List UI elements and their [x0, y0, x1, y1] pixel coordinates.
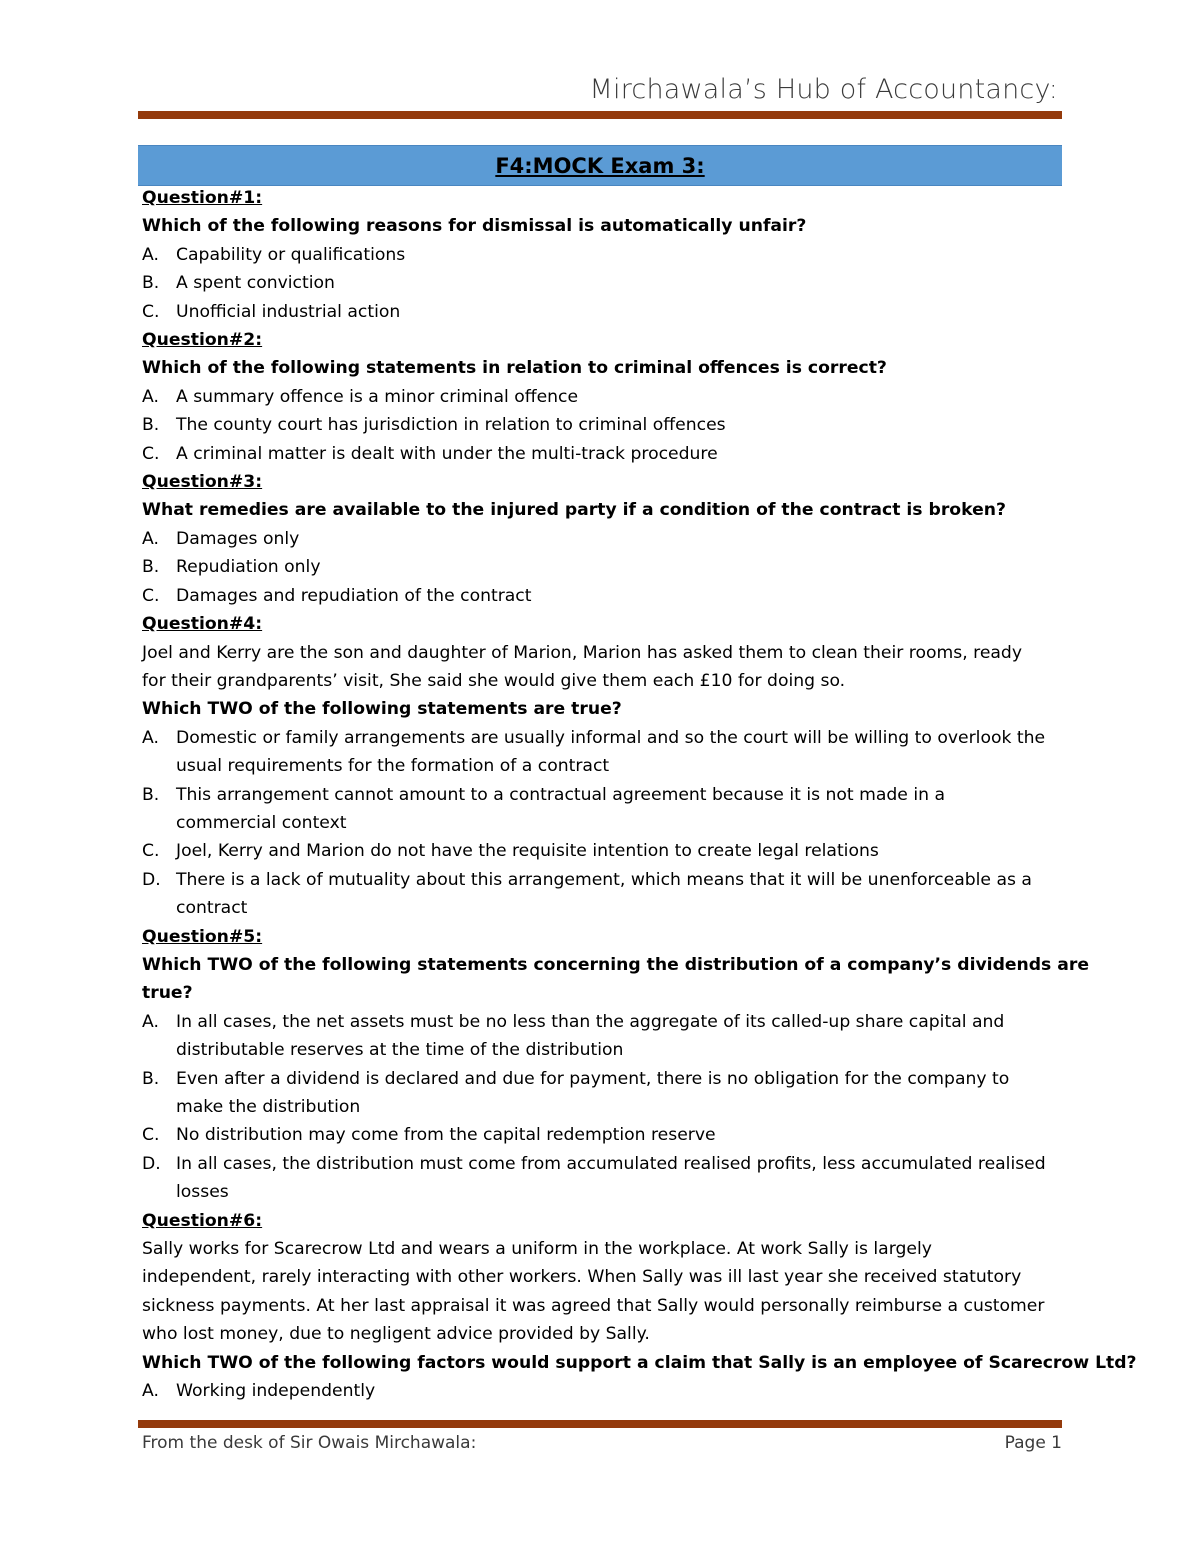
question-stem: Which of the following statements in relation to criminal offences is correct? [142, 358, 887, 379]
page-footer [142, 1433, 1062, 1453]
answer-option [142, 582, 1062, 610]
option-text-line: In all cases, the distribution must come from accumulated realised profits, less accumulated realised [176, 1153, 1046, 1174]
answer-option [142, 525, 1062, 553]
option-text [176, 582, 1062, 610]
option-text-line: Even after a dividend is declared and due for payment, there is no obligation for the company to [176, 1068, 1010, 1089]
option-text [176, 1121, 1062, 1149]
answer-option [142, 553, 1062, 581]
question-stem: Which TWO of the following statements concerning the distribution of a company’s dividends are [142, 954, 1090, 975]
option-text-line: Working independently [176, 1381, 376, 1402]
question-label: Question#2: [142, 330, 263, 351]
option-text-line: make the distribution [176, 1097, 361, 1117]
option-text-line: commercial context [176, 812, 347, 833]
option-text-line: contract [176, 898, 248, 919]
question-block [142, 468, 1062, 610]
option-text [176, 241, 1062, 269]
answer-option [142, 1065, 1062, 1122]
question-label: Question#4: [142, 614, 263, 635]
answer-option [142, 1377, 1062, 1405]
option-text-line: Damages and repudiation of the contract [176, 585, 532, 606]
option-text-line: Domestic or family arrangements are usually informal and so the court will be willing to overlook the [176, 727, 1046, 748]
question-stem: Which TWO of the following statements are true? [142, 699, 622, 720]
question-label: Question#5: [142, 926, 263, 947]
option-text [176, 866, 1062, 923]
header-divider [138, 111, 1062, 119]
page-number: Page 1 [1004, 1433, 1062, 1453]
answer-option [142, 298, 1062, 326]
footer-author: From the desk of Sir Owais Mirchawala: [142, 1433, 477, 1453]
option-letter: C. [142, 841, 160, 862]
option-letter: B. [142, 415, 160, 436]
answer-option [142, 1121, 1062, 1149]
option-text-line: Unofficial industrial action [176, 301, 401, 322]
option-text [176, 1150, 1062, 1207]
option-text [176, 440, 1062, 468]
option-text [176, 553, 1062, 581]
question-block [142, 184, 1062, 326]
option-letter: B. [142, 1068, 160, 1089]
option-text-line: usual requirements for the formation of a contract [176, 756, 610, 777]
answer-option [142, 241, 1062, 269]
option-text-line: There is a lack of mutuality about this arrangement, which means that it will be unenforceable as a [176, 869, 1032, 890]
question-block [142, 326, 1062, 468]
option-text-line: Joel, Kerry and Marion do not have the requisite intention to create legal relations [176, 841, 879, 862]
question-stem: true? [142, 983, 193, 1004]
option-text [176, 298, 1062, 326]
answer-option [142, 269, 1062, 297]
option-letter: A. [142, 386, 159, 407]
question-stem: Which TWO of the following factors would support a claim that Sally is an employee of Scarecrow Ltd? [142, 1352, 1137, 1373]
option-letter: B. [142, 273, 160, 294]
footer-divider [138, 1420, 1062, 1428]
question-block [142, 1207, 1137, 1406]
option-letter: C. [142, 1125, 160, 1146]
option-text [176, 837, 1062, 865]
question-label: Question#1: [142, 188, 263, 208]
question-label: Question#3: [142, 472, 263, 493]
answer-option [142, 837, 1062, 865]
scenario-text: sickness payments. At her last appraisal it was agreed that Sally would personally reimburse a customer [142, 1295, 1045, 1316]
answer-option [142, 440, 1062, 468]
option-letter: A. [142, 1381, 159, 1402]
option-text-line: A spent conviction [176, 273, 335, 294]
option-letter: D. [142, 1153, 161, 1174]
scenario-text: who lost money, due to negligent advice provided by Sally. [142, 1324, 650, 1345]
option-text-line: Damages only [176, 528, 300, 549]
option-letter: A. [142, 1011, 159, 1032]
option-text-line: This arrangement cannot amount to a contractual agreement because it is not made in a [176, 784, 946, 805]
answer-option [142, 866, 1062, 923]
option-text [176, 1065, 1062, 1122]
option-text-line: No distribution may come from the capital redemption reserve [176, 1125, 716, 1146]
exam-title-banner [138, 145, 1062, 186]
question-label: Question#6: [142, 1210, 263, 1231]
answer-option [142, 1008, 1062, 1065]
option-text [176, 781, 1062, 838]
option-text-line: losses [176, 1182, 229, 1203]
page-header-title: Mirchawala’s Hub of Accountancy: [589, 74, 1058, 105]
answer-option [142, 383, 1062, 411]
scenario-text: for their grandparents’ visit, She said she would give them each £10 for doing so. [142, 670, 846, 691]
option-text-line: A summary offence is a minor criminal offence [176, 386, 579, 407]
option-letter: D. [142, 869, 161, 890]
question-list [142, 184, 1137, 1405]
question-stem: Which of the following reasons for dismissal is automatically unfair? [142, 216, 807, 237]
answer-option [142, 724, 1062, 781]
question-block [142, 923, 1090, 1207]
option-text-line: Capability or qualifications [176, 244, 406, 265]
question-stem: What remedies are available to the injured party if a condition of the contract is broken? [142, 500, 1006, 521]
option-letter: A. [142, 528, 159, 549]
option-letter: B. [142, 784, 160, 805]
question-block [142, 610, 1062, 922]
option-text [176, 1377, 1062, 1405]
option-letter: B. [142, 557, 160, 578]
option-text-line: Repudiation only [176, 557, 321, 578]
scenario-text: Sally works for Scarecrow Ltd and wears a uniform in the workplace. At work Sally is largely [142, 1239, 932, 1260]
option-letter: C. [142, 585, 160, 606]
option-letter: C. [142, 301, 160, 322]
option-text-line: The county court has jurisdiction in relation to criminal offences [176, 415, 726, 436]
option-text [176, 525, 1062, 553]
option-text-line: A criminal matter is dealt with under the multi-track procedure [176, 443, 718, 464]
option-letter: A. [142, 244, 159, 265]
option-text [176, 1008, 1062, 1065]
option-text-line: In all cases, the net assets must be no less than the aggregate of its called-up share capital and [176, 1011, 1005, 1032]
option-letter: A. [142, 727, 159, 748]
answer-option [142, 1150, 1062, 1207]
option-letter: C. [142, 443, 160, 464]
option-text [176, 269, 1062, 297]
scenario-text: Joel and Kerry are the son and daughter of Marion, Marion has asked them to clean their rooms, ready [142, 642, 1023, 663]
scenario-text: independent, rarely interacting with other workers. When Sally was ill last year she received statutory [142, 1267, 1022, 1288]
answer-option [142, 411, 1062, 439]
option-text-line: distributable reserves at the time of the distribution [176, 1040, 624, 1061]
option-text [176, 411, 1062, 439]
answer-option [142, 781, 1062, 838]
option-text [176, 724, 1062, 781]
option-text [176, 383, 1062, 411]
exam-title: F4:MOCK Exam 3: [495, 153, 705, 178]
